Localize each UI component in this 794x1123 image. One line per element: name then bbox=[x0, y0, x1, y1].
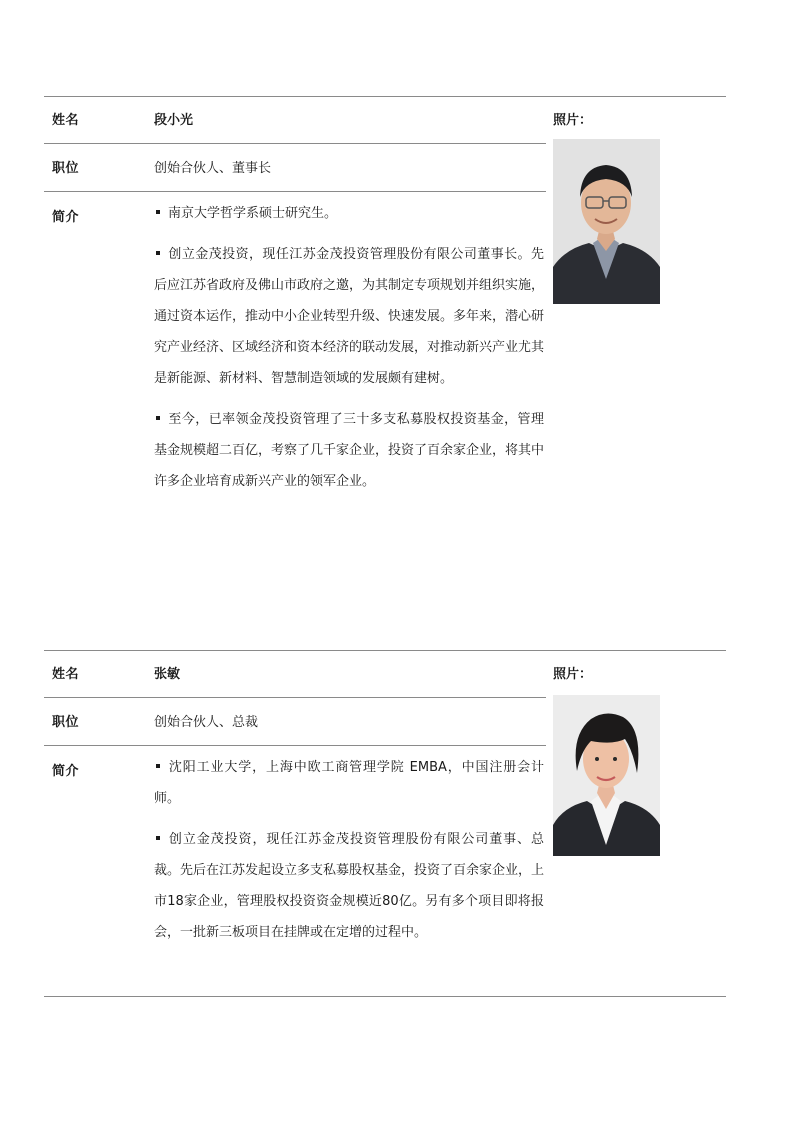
portrait-photo bbox=[553, 695, 660, 856]
person-title: 创始合伙人、董事长 bbox=[154, 161, 272, 176]
bullet-icon bbox=[156, 416, 160, 420]
divider-top bbox=[44, 96, 726, 97]
person-title: 创始合伙人、总裁 bbox=[154, 715, 259, 730]
divider-name bbox=[44, 143, 546, 144]
name-label: 姓名 bbox=[52, 667, 80, 682]
bio-label: 简介 bbox=[52, 210, 80, 225]
title-label: 职位 bbox=[52, 715, 80, 730]
bio-paragraph: 创立金茂投资，现任江苏金茂投资管理股份有限公司董事长。先后应江苏省政府及佛山市政府之邀，为其制定专项规划并组织实施，通过资本运作，推动中小企业转型升级、快速发展。多年来，潜心研究产业经济、区域经济和资本经济的联动发展，对推动新兴产业尤其是新能源、新材料、智慧制造领域的发展颇有建树。 bbox=[154, 247, 545, 386]
bullet-icon bbox=[156, 251, 160, 255]
person-name: 张敏 bbox=[154, 667, 181, 682]
woman-portrait-icon bbox=[553, 695, 660, 856]
bullet-icon bbox=[156, 836, 160, 840]
bio-paragraph: 至今，已率领金茂投资管理了三十多支私募股权投资基金，管理基金规模超二百亿，考察了几千家企业，投资了百余家企业，将其中许多企业培育成新兴产业的领军企业。 bbox=[154, 412, 545, 489]
name-label: 姓名 bbox=[52, 113, 80, 128]
man-portrait-icon bbox=[553, 139, 660, 304]
profile-card-1 bbox=[44, 96, 726, 616]
divider-top bbox=[44, 650, 726, 651]
photo-label: 照片： bbox=[553, 113, 593, 128]
person-name: 段小光 bbox=[154, 113, 194, 128]
bio-label: 简介 bbox=[52, 764, 80, 779]
bio-text bbox=[154, 752, 544, 948]
title-label: 职位 bbox=[52, 161, 80, 176]
bio-text bbox=[154, 198, 544, 497]
divider-title bbox=[44, 191, 546, 192]
bullet-icon bbox=[156, 764, 160, 768]
portrait-photo bbox=[553, 139, 660, 304]
divider-title bbox=[44, 745, 546, 746]
bio-paragraph: 创立金茂投资，现任江苏金茂投资管理股份有限公司董事、总裁。先后在江苏发起设立多支私募股权基金，投资了百余家企业，上市18家企业，管理股权投资资金规模近80亿。另有多个项目即将报会，一批新三板项目在挂牌或在定增的过程中。 bbox=[154, 832, 545, 940]
bio-paragraph: 沈阳工业大学，上海中欧工商管理学院 EMBA，中国注册会计师。 bbox=[154, 760, 544, 806]
profile-card-2 bbox=[44, 650, 726, 1000]
bullet-icon bbox=[156, 210, 160, 214]
bio-paragraph: 南京大学哲学系硕士研究生。 bbox=[154, 198, 544, 229]
divider-bottom bbox=[44, 996, 726, 997]
divider-name bbox=[44, 697, 546, 698]
photo-label: 照片： bbox=[553, 667, 593, 682]
